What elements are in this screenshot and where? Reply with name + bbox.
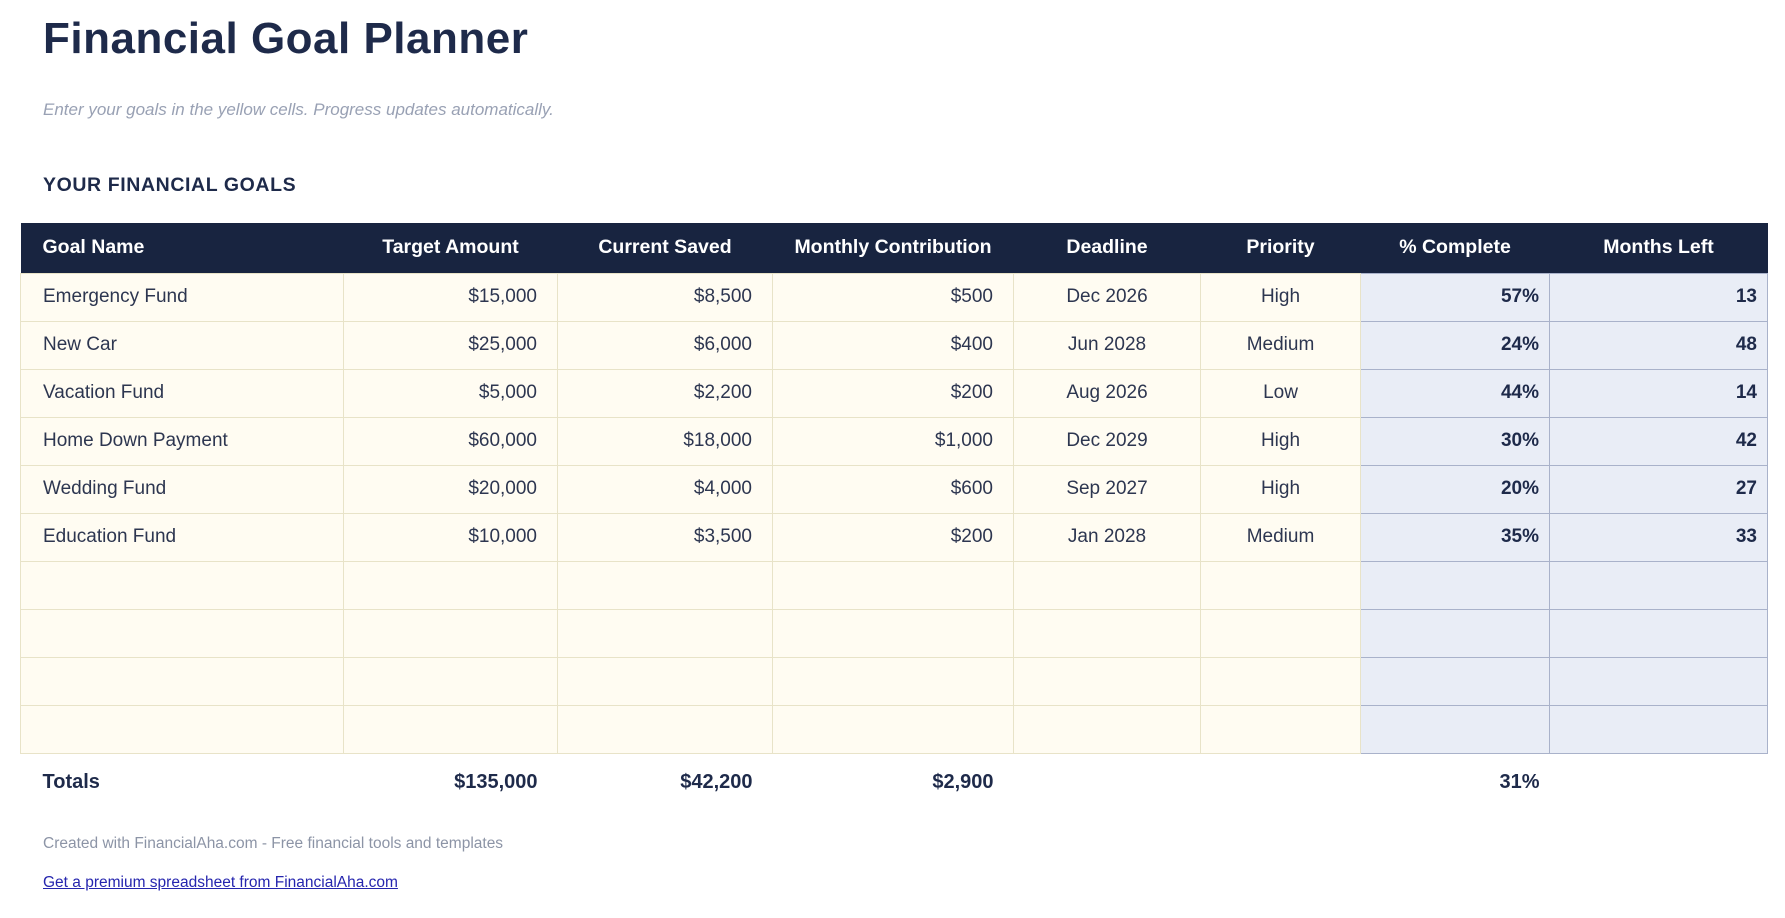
totals-percent-complete: 31%	[1361, 753, 1550, 799]
current-saved-cell[interactable]	[558, 657, 773, 705]
priority-cell[interactable]: High	[1201, 417, 1361, 465]
goal-row	[21, 273, 1768, 321]
goal-name-cell[interactable]	[21, 609, 344, 657]
goal-name-cell[interactable]: Wedding Fund	[21, 465, 344, 513]
goal-name-cell[interactable]: New Car	[21, 321, 344, 369]
totals-row	[21, 753, 1768, 799]
target-amount-cell[interactable]	[344, 609, 558, 657]
priority-cell[interactable]: Low	[1201, 369, 1361, 417]
current-saved-cell[interactable]	[558, 561, 773, 609]
goal-row	[21, 417, 1768, 465]
current-saved-cell[interactable]	[558, 609, 773, 657]
col-header-priority: Priority	[1201, 223, 1361, 273]
priority-cell[interactable]	[1201, 705, 1361, 753]
months-left-cell: 42	[1550, 417, 1768, 465]
percent-complete-cell: 30%	[1361, 417, 1550, 465]
col-header-deadline: Deadline	[1014, 223, 1201, 273]
totals-months-left-empty	[1550, 753, 1768, 799]
current-saved-cell[interactable]: $3,500	[558, 513, 773, 561]
months-left-cell	[1550, 657, 1768, 705]
months-left-cell: 13	[1550, 273, 1768, 321]
percent-complete-cell: 44%	[1361, 369, 1550, 417]
deadline-cell[interactable]: Jun 2028	[1014, 321, 1201, 369]
monthly-contribution-cell[interactable]	[773, 705, 1014, 753]
target-amount-cell[interactable]	[344, 561, 558, 609]
percent-complete-cell: 24%	[1361, 321, 1550, 369]
months-left-cell	[1550, 705, 1768, 753]
goal-name-cell[interactable]	[21, 657, 344, 705]
col-header-monthly-contribution: Monthly Contribution	[773, 223, 1014, 273]
deadline-cell[interactable]: Dec 2026	[1014, 273, 1201, 321]
deadline-cell[interactable]	[1014, 609, 1201, 657]
goal-row	[21, 465, 1768, 513]
premium-spreadsheet-link[interactable]: Get a premium spreadsheet from FinancialAha.com	[43, 874, 398, 892]
months-left-cell: 33	[1550, 513, 1768, 561]
col-header-percent-complete: % Complete	[1361, 223, 1550, 273]
monthly-contribution-cell[interactable]	[773, 657, 1014, 705]
target-amount-cell[interactable]	[344, 705, 558, 753]
percent-complete-cell	[1361, 561, 1550, 609]
goal-row	[21, 513, 1768, 561]
percent-complete-cell: 57%	[1361, 273, 1550, 321]
monthly-contribution-cell[interactable]	[773, 561, 1014, 609]
target-amount-cell[interactable]: $25,000	[344, 321, 558, 369]
target-amount-cell[interactable]: $15,000	[344, 273, 558, 321]
empty-goal-row	[21, 705, 1768, 753]
deadline-cell[interactable]	[1014, 705, 1201, 753]
empty-goal-row	[21, 657, 1768, 705]
months-left-cell: 48	[1550, 321, 1768, 369]
col-header-target-amount: Target Amount	[344, 223, 558, 273]
target-amount-cell[interactable]: $10,000	[344, 513, 558, 561]
monthly-contribution-cell[interactable]	[773, 609, 1014, 657]
priority-cell[interactable]	[1201, 609, 1361, 657]
monthly-contribution-cell[interactable]: $600	[773, 465, 1014, 513]
percent-complete-cell	[1361, 705, 1550, 753]
section-heading: YOUR FINANCIAL GOALS	[43, 174, 297, 197]
current-saved-cell[interactable]	[558, 705, 773, 753]
percent-complete-cell	[1361, 657, 1550, 705]
percent-complete-cell	[1361, 609, 1550, 657]
totals-deadline-empty	[1014, 753, 1201, 799]
target-amount-cell[interactable]	[344, 657, 558, 705]
monthly-contribution-cell[interactable]: $400	[773, 321, 1014, 369]
months-left-cell: 14	[1550, 369, 1768, 417]
percent-complete-cell: 35%	[1361, 513, 1550, 561]
goal-name-cell[interactable]	[21, 561, 344, 609]
months-left-cell	[1550, 561, 1768, 609]
credit-text: Created with FinancialAha.com - Free financial tools and templates	[43, 835, 504, 853]
priority-cell[interactable]: Medium	[1201, 513, 1361, 561]
monthly-contribution-cell[interactable]: $200	[773, 513, 1014, 561]
col-header-goal-name: Goal Name	[21, 223, 344, 273]
empty-goal-row	[21, 609, 1768, 657]
priority-cell[interactable]	[1201, 657, 1361, 705]
table-header	[21, 223, 1768, 273]
target-amount-cell[interactable]: $5,000	[344, 369, 558, 417]
deadline-cell[interactable]	[1014, 657, 1201, 705]
priority-cell[interactable]: High	[1201, 465, 1361, 513]
goal-name-cell[interactable]: Vacation Fund	[21, 369, 344, 417]
goals-table	[20, 223, 1768, 799]
totals-monthly-contribution: $2,900	[773, 753, 1014, 799]
goal-row	[21, 369, 1768, 417]
totals-target-amount: $135,000	[344, 753, 558, 799]
monthly-contribution-cell[interactable]: $500	[773, 273, 1014, 321]
months-left-cell: 27	[1550, 465, 1768, 513]
col-header-months-left: Months Left	[1550, 223, 1768, 273]
header-row	[21, 223, 1768, 273]
goal-row	[21, 321, 1768, 369]
goal-name-cell[interactable]: Home Down Payment	[21, 417, 344, 465]
page-title: Financial Goal Planner	[43, 14, 529, 63]
deadline-cell[interactable]: Dec 2029	[1014, 417, 1201, 465]
goal-name-cell[interactable]	[21, 705, 344, 753]
current-saved-cell[interactable]: $8,500	[558, 273, 773, 321]
deadline-cell[interactable]	[1014, 561, 1201, 609]
priority-cell[interactable]	[1201, 561, 1361, 609]
monthly-contribution-cell[interactable]: $1,000	[773, 417, 1014, 465]
months-left-cell	[1550, 609, 1768, 657]
current-saved-cell[interactable]: $18,000	[558, 417, 773, 465]
promo-line	[43, 874, 1767, 892]
totals-label: Totals	[21, 753, 344, 799]
priority-cell[interactable]: High	[1201, 273, 1361, 321]
instructions-text: Enter your goals in the yellow cells. Progress updates automatically.	[43, 100, 554, 120]
target-amount-cell[interactable]: $20,000	[344, 465, 558, 513]
totals-current-saved: $42,200	[558, 753, 773, 799]
deadline-cell[interactable]: Sep 2027	[1014, 465, 1201, 513]
empty-goal-row	[21, 561, 1768, 609]
priority-cell[interactable]: Medium	[1201, 321, 1361, 369]
current-saved-cell[interactable]: $4,000	[558, 465, 773, 513]
totals-priority-empty	[1201, 753, 1361, 799]
goal-name-cell[interactable]: Emergency Fund	[21, 273, 344, 321]
percent-complete-cell: 20%	[1361, 465, 1550, 513]
deadline-cell[interactable]: Jan 2028	[1014, 513, 1201, 561]
current-saved-cell[interactable]: $6,000	[558, 321, 773, 369]
goal-name-cell[interactable]: Education Fund	[21, 513, 344, 561]
col-header-current-saved: Current Saved	[558, 223, 773, 273]
target-amount-cell[interactable]: $60,000	[344, 417, 558, 465]
deadline-cell[interactable]: Aug 2026	[1014, 369, 1201, 417]
monthly-contribution-cell[interactable]: $200	[773, 369, 1014, 417]
current-saved-cell[interactable]: $2,200	[558, 369, 773, 417]
